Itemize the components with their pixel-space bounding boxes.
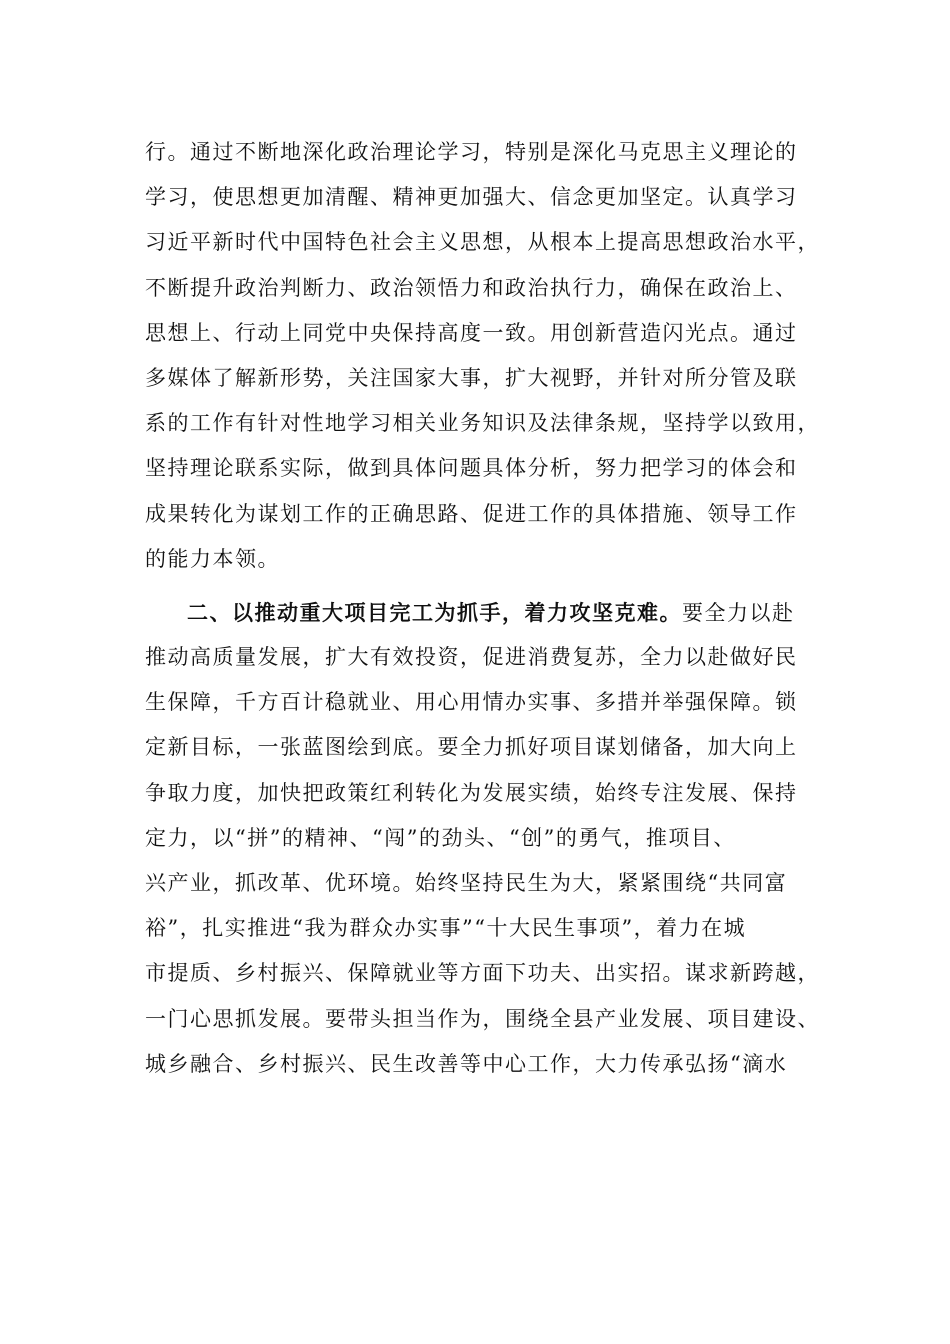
- text-line: 行。通过不断地深化政治理论学习，特别是深化马克思主义理论的: [145, 140, 798, 164]
- text-line-rest: 要全力以赴: [682, 600, 795, 625]
- text-line: 成果转化为谋划工作的正确思路、促进工作的具体措施、领导工作: [145, 501, 798, 526]
- text-line: 系的工作有针对性地学习相关业务知识及法律条规，坚持学以致用，: [145, 411, 820, 436]
- text-line: 一门心思抓发展。要带头担当作为，围绕全县产业发展、项目建设、: [145, 1006, 820, 1031]
- text-line: 城乡融合、乡村振兴、民生改善等中心工作，大力传承弘扬“滴水: [145, 1051, 788, 1076]
- text-line: 不断提升政治判断力、政治领悟力和政治执行力，确保在政治上、: [145, 275, 798, 300]
- text-line: 多媒体了解新形势，关注国家大事，扩大视野，并针对所分管及联: [145, 365, 798, 390]
- text-line: [145, 590, 810, 635]
- section-heading: 二、以推动重大项目完工为抓手，着力攻坚克难。: [187, 599, 682, 625]
- paragraph-projects: [145, 590, 820, 1087]
- text-line: 的能力本领。: [145, 546, 280, 571]
- text-line: 市提质、乡村振兴、保障就业等方面下功夫、出实招。谋求新跨越，: [145, 961, 820, 986]
- text-line: 推动高质量发展，扩大有效投资，促进消费复苏，全力以赴做好民: [145, 645, 798, 670]
- document-body: [145, 130, 820, 1087]
- text-line: 兴产业，抓改革、优环境。始终坚持民生为大，紧紧围绕“共同富: [145, 871, 788, 895]
- text-line: 争取力度，加快把政策红利转化为发展实绩，始终专注发展、保持: [145, 780, 798, 805]
- text-line: 坚持理论联系实际，做到具体问题具体分析，努力把学习的体会和: [145, 456, 798, 481]
- text-line: 思想上、行动上同党中央保持高度一致。用创新营造闪光点。通过: [145, 320, 798, 345]
- text-line: 定新目标，一张蓝图绘到底。要全力抓好项目谋划储备，加大向上: [145, 735, 798, 760]
- text-line: 习近平新时代中国特色社会主义思想，从根本上提高思想政治水平，: [145, 230, 820, 255]
- text-line: 学习，使思想更加清醒、精神更加强大、信念更加坚定。认真学习: [145, 185, 798, 210]
- text-line: 生保障，千方百计稳就业、用心用情办实事、多措并举强保障。锁: [145, 690, 798, 715]
- text-line: 定力，以“拼”的精神、“闯”的劲头、“创”的勇气，推项目、: [145, 825, 736, 850]
- text-line: 裕”，扎实推进“我为群众办实事”“十大民生事项”，着力在城: [145, 916, 747, 941]
- paragraph-study: [145, 130, 820, 582]
